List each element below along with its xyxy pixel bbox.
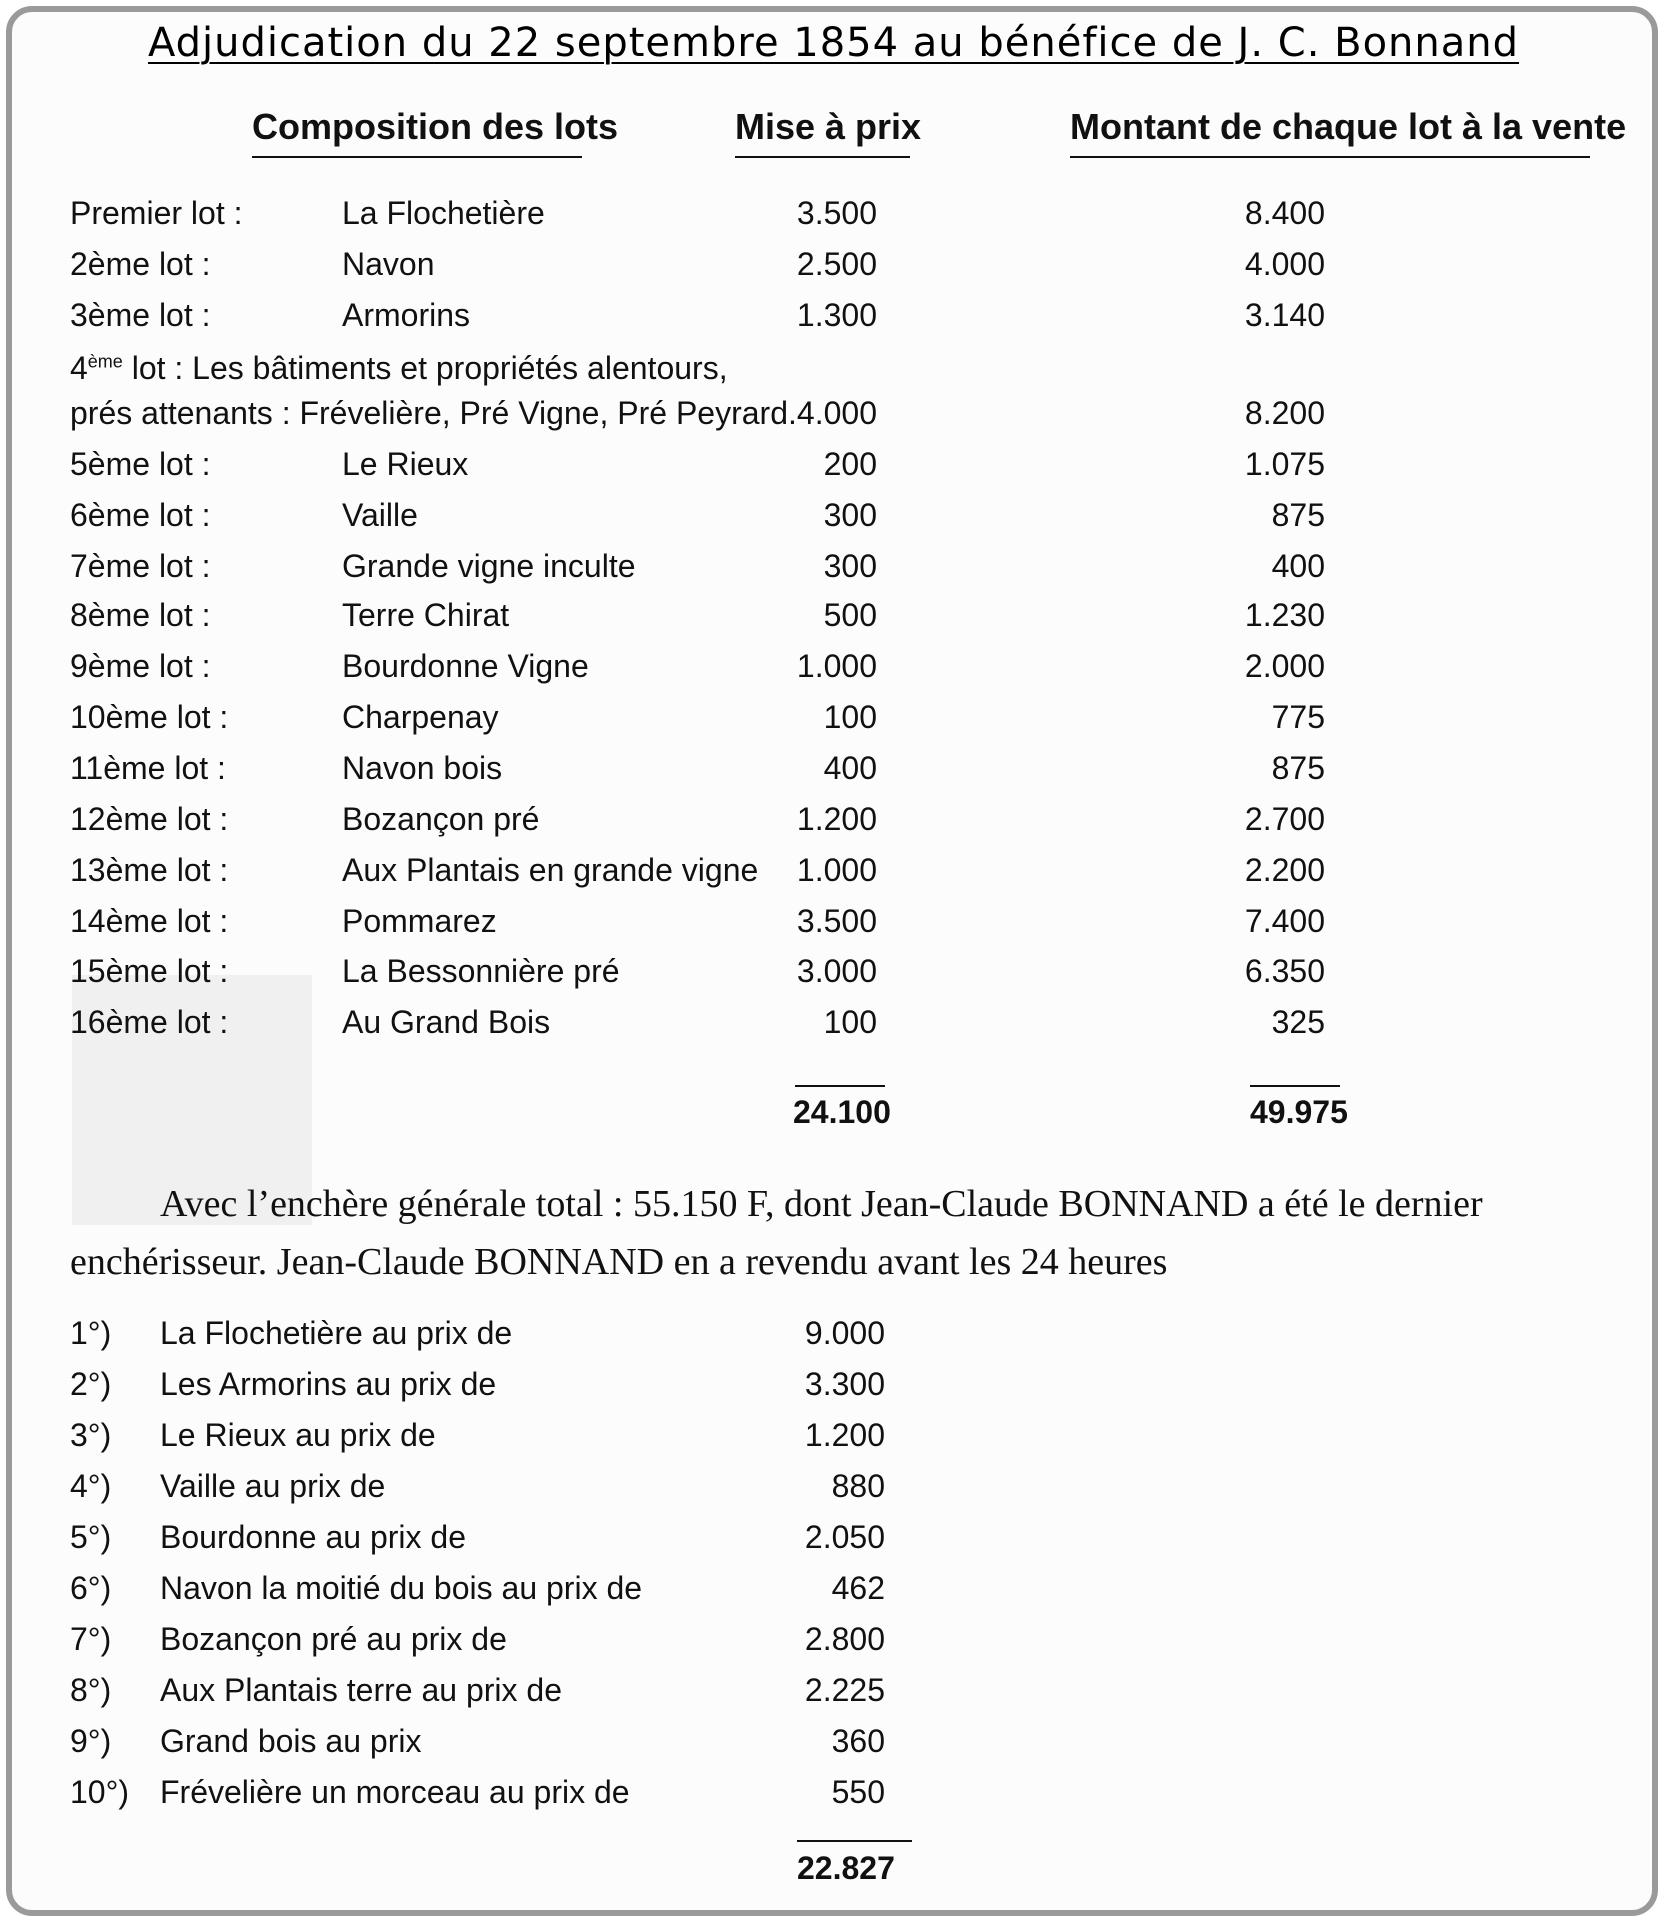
resale-text: Navon la moitié du bois au prix de [160, 1570, 643, 1606]
lot-4-text [70, 350, 728, 387]
lot-row [0, 297, 1667, 343]
lot-name: Au Grand Bois [342, 1004, 551, 1040]
lot-name: Navon bois [342, 750, 503, 786]
resale-value: 9.000 [804, 1315, 885, 1351]
lot-vente: 3.140 [1244, 297, 1325, 333]
mise-total-rule [795, 1085, 885, 1087]
resale-text: Bozançon pré au prix de [160, 1621, 507, 1657]
lot-name: Grande vigne inculte [342, 548, 636, 584]
lot-name: Charpenay [342, 699, 499, 735]
lot-vente: 1.075 [1244, 446, 1325, 482]
lot-row-4-line-1 [0, 350, 1667, 396]
lot-vente: 2.200 [1244, 852, 1325, 888]
lot-vente: 8.400 [1244, 195, 1325, 231]
lot-mise: 4.000 [796, 395, 877, 431]
resale-row [0, 1417, 1667, 1463]
lot-label: 2ème lot : [70, 246, 211, 282]
lot-vente: 400 [1271, 548, 1325, 584]
resale-value: 2.050 [804, 1519, 885, 1555]
lot-row [0, 1004, 1667, 1050]
lot-row [0, 852, 1667, 898]
lot-row [0, 750, 1667, 796]
lot-name: Armorins [342, 297, 471, 333]
lot-label: 13ème lot : [70, 852, 229, 888]
resale-num: 10°) [70, 1774, 130, 1810]
lot-vente: 1.230 [1244, 597, 1325, 633]
header-mise: Mise à prix [735, 106, 922, 147]
lot-label: 11ème lot : [70, 750, 226, 786]
paragraph-line-2: enchérisseur. Jean-Claude BONNAND en a revendu avant les 24 heures [70, 1241, 1168, 1283]
lot-label: 5ème lot : [70, 446, 211, 482]
resale-row [0, 1366, 1667, 1412]
resale-total: 22.827 [797, 1850, 895, 1886]
header-composition: Composition des lots [252, 106, 619, 147]
resale-num: 8°) [70, 1672, 112, 1708]
lot-mise: 1.000 [796, 648, 877, 684]
lot-4-num: 4 [70, 350, 88, 386]
resale-row [0, 1519, 1667, 1565]
lot-label: 15ème lot : [70, 953, 229, 989]
lot-mise: 3.500 [796, 903, 877, 939]
lot-mise: 100 [823, 1004, 877, 1040]
lot-mise: 1.300 [796, 297, 877, 333]
lot-vente: 4.000 [1244, 246, 1325, 282]
resale-row [0, 1723, 1667, 1769]
lot-name: Vaille [342, 497, 418, 533]
resale-value: 550 [831, 1774, 885, 1810]
resale-num: 3°) [70, 1417, 112, 1453]
resale-text: Le Rieux au prix de [160, 1417, 436, 1453]
resale-text: Les Armorins au prix de [160, 1366, 497, 1402]
lot-name: La Bessonnière pré [342, 953, 620, 989]
resale-text: Frévelière un morceau au prix de [160, 1774, 630, 1810]
lot-row [0, 446, 1667, 492]
paragraph-line-1: Avec l’enchère générale total : 55.150 F, dont Jean-Claude BONNAND a été le dernier [160, 1183, 1483, 1225]
resale-value: 2.225 [804, 1672, 885, 1708]
lot-label: 16ème lot : [70, 1004, 229, 1040]
lot-row-4-line-2 [0, 395, 1667, 441]
lot-mise: 100 [823, 699, 877, 735]
resale-text: Vaille au prix de [160, 1468, 386, 1504]
lot-mise: 2.500 [796, 246, 877, 282]
lot-row [0, 953, 1667, 999]
lot-label: 12ème lot : [70, 801, 229, 837]
mise-total: 24.100 [793, 1094, 891, 1130]
resale-text: La Flochetière au prix de [160, 1315, 513, 1351]
resale-num: 5°) [70, 1519, 112, 1555]
lot-row [0, 597, 1667, 643]
resale-text: Grand bois au prix [160, 1723, 422, 1759]
lot-vente: 775 [1271, 699, 1325, 735]
lot-name: Navon [342, 246, 435, 282]
resale-row [0, 1774, 1667, 1820]
lot-label: 3ème lot : [70, 297, 211, 333]
resale-value: 3.300 [804, 1366, 885, 1402]
lot-name: Pommarez [342, 903, 497, 939]
resale-row [0, 1570, 1667, 1616]
resale-value: 360 [831, 1723, 885, 1759]
lot-mise: 1.000 [796, 852, 877, 888]
lot-label: 10ème lot : [70, 699, 229, 735]
lot-label: 6ème lot : [70, 497, 211, 533]
lot-row [0, 548, 1667, 594]
resale-num: 9°) [70, 1723, 112, 1759]
lot-vente: 325 [1271, 1004, 1325, 1040]
resale-row [0, 1468, 1667, 1514]
lot-vente: 875 [1271, 497, 1325, 533]
lot-name: Terre Chirat [342, 597, 510, 633]
lot-4-line-1: lot : Les bâtiments et propriétés alentours, [122, 350, 728, 386]
lot-4-line-2: prés attenants : Frévelière, Pré Vigne, Pré Peyrard. [70, 395, 797, 431]
lot-name: Aux Plantais en grande vigne [342, 852, 759, 888]
lot-row [0, 801, 1667, 847]
document-title [0, 20, 1667, 66]
resale-num: 7°) [70, 1621, 112, 1657]
lot-vente: 6.350 [1244, 953, 1325, 989]
lot-label: Premier lot : [70, 195, 243, 231]
lot-vente: 2.000 [1244, 648, 1325, 684]
resale-value: 2.800 [804, 1621, 885, 1657]
lot-mise: 3.000 [796, 953, 877, 989]
lot-mise: 300 [823, 497, 877, 533]
header-composition-underline [252, 156, 582, 158]
lot-mise: 400 [823, 750, 877, 786]
lot-mise: 3.500 [796, 195, 877, 231]
resale-text: Aux Plantais terre au prix de [160, 1672, 562, 1708]
lot-mise: 300 [823, 548, 877, 584]
lot-row [0, 195, 1667, 241]
lot-name: La Flochetière [342, 195, 545, 231]
lot-mise: 1.200 [796, 801, 877, 837]
resale-value: 462 [831, 1570, 885, 1606]
vente-total-rule [1250, 1085, 1340, 1087]
resale-row [0, 1672, 1667, 1718]
lot-label: 8ème lot : [70, 597, 211, 633]
resale-text: Bourdonne au prix de [160, 1519, 466, 1555]
title-text: Adjudication du 22 septembre 1854 au bénéfice de J. C. Bonnand [147, 20, 1520, 66]
lot-vente: 2.700 [1244, 801, 1325, 837]
resale-num: 6°) [70, 1570, 112, 1606]
lot-vente: 8.200 [1244, 395, 1325, 431]
lot-label: 14ème lot : [70, 903, 229, 939]
resale-num: 1°) [70, 1315, 112, 1351]
vente-total: 49.975 [1250, 1094, 1348, 1130]
resale-row [0, 1621, 1667, 1667]
lot-row [0, 246, 1667, 292]
lot-name: Bozançon pré [342, 801, 540, 837]
lot-mise: 200 [823, 446, 877, 482]
resale-row [0, 1315, 1667, 1361]
lot-4-sup: ème [87, 351, 123, 372]
lot-label: 9ème lot : [70, 648, 211, 684]
lot-row [0, 903, 1667, 949]
lot-name: Le Rieux [342, 446, 469, 482]
header-vente-underline [1070, 156, 1590, 158]
header-mise-underline [735, 156, 910, 158]
lot-vente: 7.400 [1244, 903, 1325, 939]
resale-total-rule [797, 1840, 912, 1842]
header-vente: Montant de chaque lot à la vente [1070, 106, 1627, 147]
lot-mise: 500 [823, 597, 877, 633]
lot-label: 7ème lot : [70, 548, 211, 584]
resale-num: 4°) [70, 1468, 112, 1504]
resale-value: 1.200 [804, 1417, 885, 1453]
lot-row [0, 699, 1667, 745]
lot-row [0, 648, 1667, 694]
resale-value: 880 [831, 1468, 885, 1504]
resale-num: 2°) [70, 1366, 112, 1402]
lot-vente: 875 [1271, 750, 1325, 786]
lot-name: Bourdonne Vigne [342, 648, 589, 684]
lot-row [0, 497, 1667, 543]
